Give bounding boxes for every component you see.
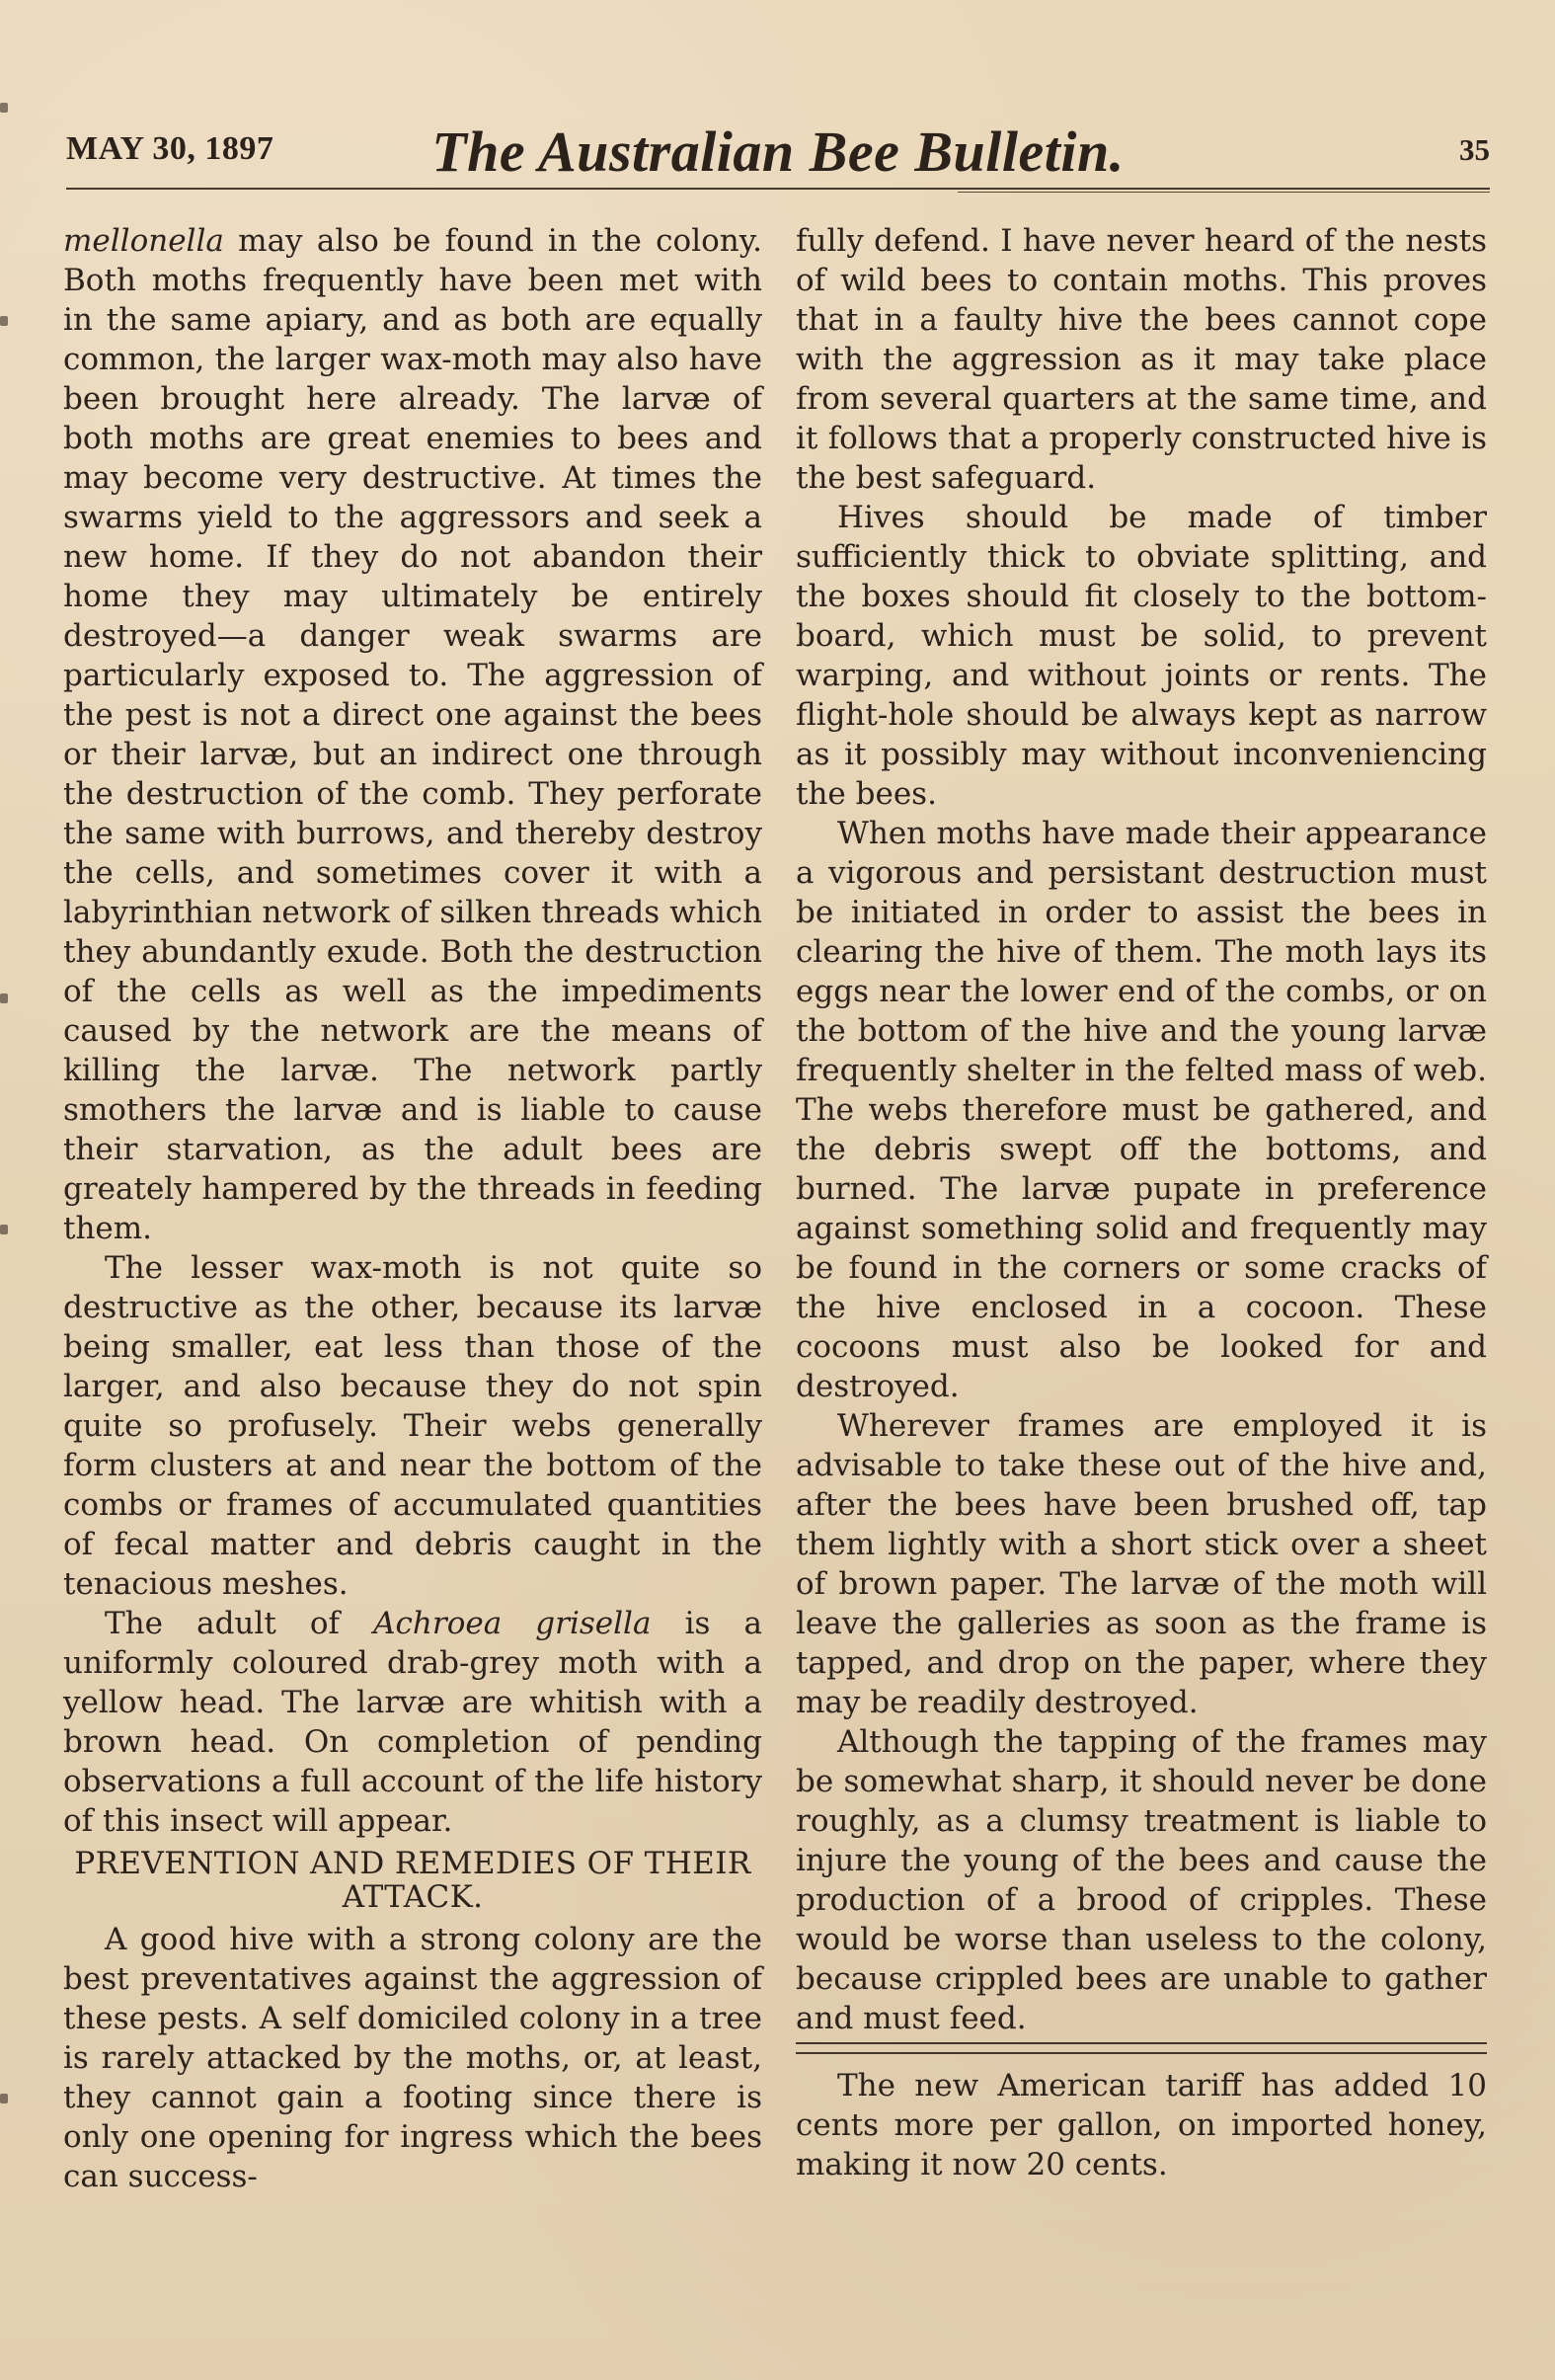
section-divider [796,2042,1487,2054]
paragraph-text: may also be found in the colony. Both moths frequently have been met with in the same apiary, and as both are equally common, the larger wax-moth may also have been brought here already. The larvæ of both moths are great enemies to bees and may become very destructive. At times the swarms yield to the aggressors and seek a new home. If they do not abandon their home they may ultimately be entirely destroyed—a danger weak swarms are particularly exposed to. The aggression of the pest is not a direct one against the bees or their larvæ, but an indirect one through the destruction of the comb. They perforate the same with burrows, and thereby destroy the cells, and sometimes cover it with a labyrinthian network of silken threads which they abundantly exude. Both the destruction of the cells as well as the impediments caused by the network are the means of killing the larvæ. The network partly smothers the larvæ and is liable to cause their starvation, as the adult bees are greately hampered by the threads in feeding them. [63,223,762,1246]
left-paragraph-3 [63,1604,762,1841]
margin-mark [0,2094,8,2103]
page-header [66,119,1490,186]
header-rule-secondary [958,192,1490,193]
margin-mark [0,316,8,326]
left-paragraph-4: A good hive with a strong colony are the best preventatives against the aggression of these pests. A self domiciled colony in a tree is rarely attacked by the moths, or, at least, they cannot gain a footing since there is only one opening for ingress which the bees can success- [63,1922,762,2194]
header-rule [66,188,1490,190]
margin-mark [0,993,8,1003]
left-column [63,221,762,2196]
right-paragraph-3: When moths have made their appearance a vigorous and persistant destruction must be initiated in order to assist the bees in clearing the hive of them. The moth lays its eggs near the lower end of the combs, or on the bottom of the hive and the young larvæ frequently shelter in the felted mass of web. The webs therefore must be gathered, and the debris swept off the bottoms, and burned. The larvæ pupate in preference against something solid and frequently may be found in the corners or some cracks of the hive enclosed in a cocoon. These cocoons must also be looked for and destroyed. [796,816,1487,1404]
right-paragraph-2: Hives should be made of timber sufficiently thick to obviate splitting, and the boxes should fit closely to the bottom-board, which must be solid, to prevent warping, and without joints or rents. The flight-hole should be always kept as narrow as it possibly may without inconveniencing the bees. [796,500,1487,812]
right-column [796,221,1487,2184]
publication-title: The Australian Bee Bulletin. [431,119,1125,184]
paragraph-lead: The adult of [105,1606,374,1641]
issue-date: MAY 30, 1897 [66,130,274,167]
section-heading: PREVENTION AND REMEDIES OF THEIR ATTACK. [74,1846,751,1915]
right-paragraph-1: fully defend. I have never heard of the nests of wild bees to contain moths. This proves that in a faulty hive the bees cannot cope with the aggression as it may take place from several quarters at the same time, and it follows that a properly constructed hive is the best safeguard. [796,223,1487,496]
left-paragraph-2: The lesser wax-moth is not quite so destructive as the other, because its larvæ being smaller, eat less than those of the larger, and also because they do not spin quite so profusely. Their webs generally form clusters at and near the bottom of the combs or frames of accumulated quantities of fecal matter and debris caught in the tenacious meshes. [63,1250,762,1602]
right-paragraph-4: Wherever frames are employed it is advisable to take these out of the hive and, after the bees have been brushed off, tap them lightly with a short stick over a sheet of brown paper. The larvæ of the moth will leave the galleries as soon as the frame is tapped, and drop on the paper, where they may be readily destroyed. [796,1408,1487,1720]
paragraph-text: is a uniformly coloured drab-grey moth with a yellow head. The larvæ are whitish with a brown head. On completion of pending observations a full account of the life history of this insect will appear. [63,1606,762,1839]
right-paragraph-5: Although the tapping of the frames may be somewhat sharp, it should never be done roughly, as a clumsy treatment is liable to injure the young of the bees and cause the production of a brood of cripples. These would be worse than useless to the colony, because crippled bees are unable to gather and must feed. [796,1724,1487,2036]
left-paragraph-1 [63,221,762,1248]
margin-mark [0,1225,8,1234]
species-name: Achroea grisella [373,1606,652,1641]
news-note: The new American tariff has added 10 cents more per gallon, on imported honey, making it now 20 cents. [796,2068,1487,2182]
species-name: mellonella [63,223,224,259]
margin-mark [0,103,8,113]
page-number: 35 [1459,132,1490,167]
